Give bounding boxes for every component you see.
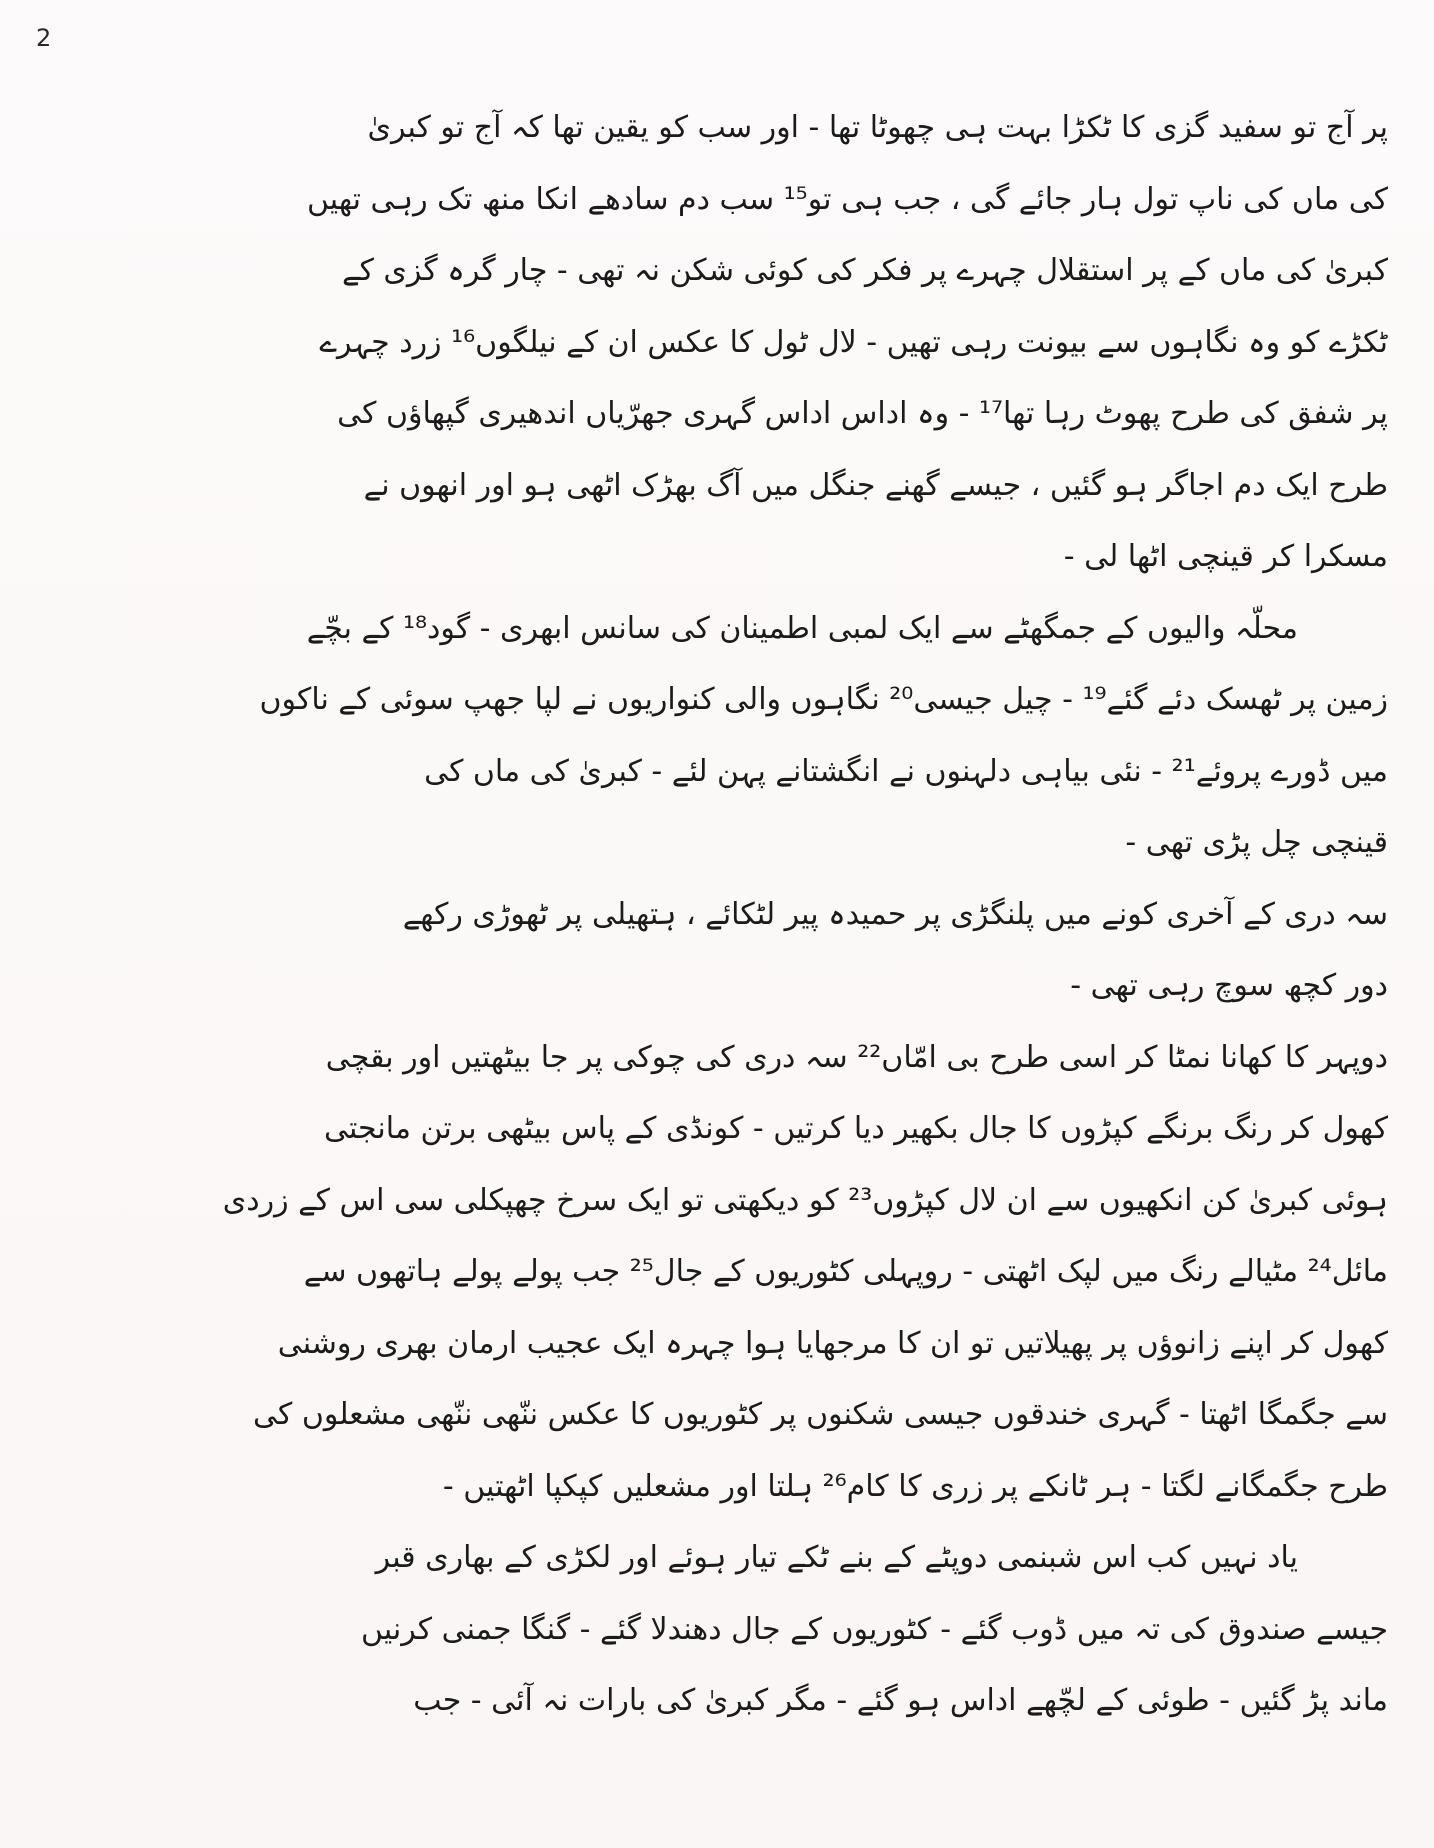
text-line: یاد نہیں کب اس شبنمی دوپٹے کے بنے ٹکے تیار ہوئے اور لکڑی کے بھاری قبر	[375, 1540, 1298, 1575]
text-line: پر شفق کی طرح پھوٹ رہا تھا¹⁷ - وہ اداس اداس گہری جھرّیاں اندھیری گپھاؤں کی	[337, 396, 1388, 431]
text-line: جیسے صندوق کی تہ میں ڈوب گئے - کٹوریوں کے جال دھندلا گئے - گنگا جمنی کرنیں	[361, 1611, 1388, 1647]
text-line: کھول کر اپنے زانوؤں پر پھیلاتیں تو ان کا مرجھایا ہوا چہرہ ایک عجیب ارمان بھری روشنی	[277, 1325, 1388, 1361]
page-number: 2	[36, 24, 52, 52]
text-line: مائل²⁴ مٹیالے رنگ میں لپک اٹھتی - روپہلی کٹوریوں کے جال²⁵ جب پولے پولے ہاتھوں سے	[303, 1254, 1388, 1289]
text-line: کھول کر رنگ برنگے کپڑوں کا جال بکھیر دیا کرتیں - کونڈی کے پاس بیٹھی برتن مانجتی	[323, 1111, 1388, 1146]
text-line: دوپہر کا کھانا نمٹا کر اسی طرح بی امّاں²² سہ دری کی چوکی پر جا بیٹھتیں اور بقچی	[325, 1039, 1388, 1075]
text-line: ماند پڑ گئیں - طوئی کے لچّھے اداس ہو گئے - مگر کبریٰ کی بارات نہ آئی - جب	[413, 1683, 1388, 1718]
text-line: کبریٰ کی ماں کے پر استقلال چہرے پر فکر کی کوئی شکن نہ تھی - چار گرہ گزی کے	[342, 253, 1388, 288]
text-line: زمین پر ٹھسک دئے گئے¹⁹ - چیل جیسی²⁰ نگاہوں والی کنواریوں نے لپا جھپ سوئی کے ناکوں	[259, 682, 1388, 717]
text-line: سے جگمگا اٹھتا - گہری خندقوں جیسی شکنوں پر کٹوریوں کا عکس ننّھی ننّھی مشعلوں کی	[253, 1397, 1388, 1432]
text-line: طرح جگمگانے لگتا - ہر ٹانکے پر زری کا کام²⁶ ہلتا اور مشعلیں کپکپا اٹھتیں -	[442, 1468, 1388, 1504]
text-line: دور کچھ سوچ رہی تھی -	[1070, 968, 1388, 1003]
text-line: ٹکڑے کو وہ نگاہوں سے بیونت رہی تھیں - لال ٹول کا عکس ان کے نیلگوں¹⁶ زرد چہرے	[319, 324, 1388, 360]
text-line: ہوئی کبریٰ کن انکھیوں سے ان لال کپڑوں²³ کو دیکھتی تو ایک سرخ چھپکلی سی اس کے زردی	[222, 1182, 1388, 1218]
text-line: محلّہ والیوں کے جمگھٹے سے ایک لمبی اطمینان کی سانس ابھری - گود¹⁸ کے بچّے	[306, 610, 1298, 646]
urdu-body-text	[48, 92, 1388, 1737]
text-line: میں ڈورے پروئے²¹ - نئی بیاہی دلہنوں نے انگشتانے پہن لئے - کبریٰ کی ماں کی	[424, 753, 1388, 789]
text-line: مسکرا کر قینچی اٹھا لی -	[1063, 539, 1388, 574]
text-line: قینچی چل پڑی تھی -	[1125, 825, 1388, 860]
text-line: پر آج تو سفید گزی کا ٹکڑا بہت ہی چھوٹا تھا - اور سب کو یقین تھا کہ آج تو کبریٰ	[367, 110, 1388, 145]
text-line: سہ دری کے آخری کونے میں پلنگڑی پر حمیدہ پیر لٹکائے ، ہتھیلی پر ٹھوڑی رکھے	[402, 896, 1388, 932]
text-line: کی ماں کی ناپ تول ہار جائے گی ، جب ہی تو¹⁵ سب دم سادھے انکا منھ تک رہی تھیں	[306, 181, 1388, 217]
text-line: طرح ایک دم اجاگر ہو گئیں ، جیسے گھنے جنگل میں آگ بھڑک اٹھی ہو اور انھوں نے	[363, 467, 1388, 503]
